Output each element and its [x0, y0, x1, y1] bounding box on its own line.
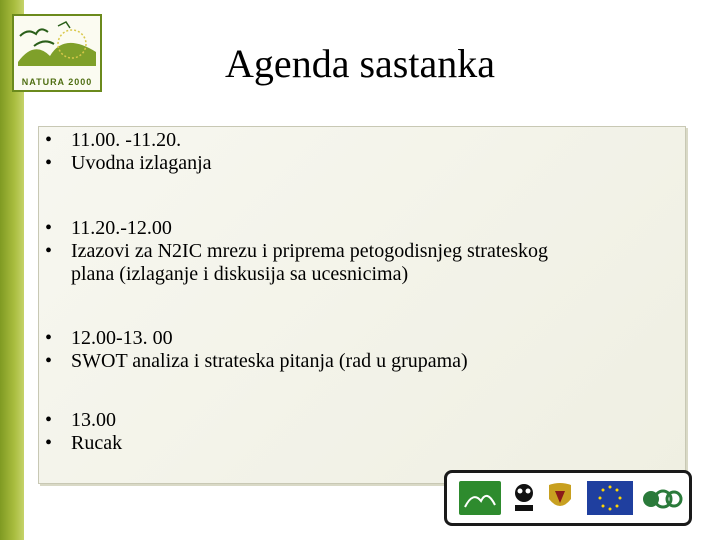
agenda-description: • Izazovi za N2IC mrezu i priprema petogodisnjeg strateskog [45, 240, 549, 262]
agenda-time: • 11.20.-12.00 [45, 217, 172, 239]
bullet: • [45, 327, 53, 349]
logo-text: NATURA 2000 [21, 77, 93, 87]
natura-2000-logo [12, 14, 102, 92]
agenda-description: • SWOT analiza i strateska pitanja (rad u grupama) [45, 350, 468, 372]
agenda-item-3 [39, 327, 685, 373]
agenda-description-continued: plana (izlaganje i diskusija sa ucesnicima) [71, 263, 409, 285]
wwf-logo [509, 481, 539, 515]
bullet: • [45, 152, 53, 174]
agenda-panel [38, 126, 686, 484]
eu-flag-logo [587, 481, 633, 515]
agenda-time: • 13.00 [45, 409, 116, 431]
slide-title: Agenda sastanka [225, 41, 495, 86]
natura-logo-graphic [14, 16, 100, 76]
bullet: • [45, 432, 53, 454]
bullet: • [45, 409, 53, 431]
agenda-item-4 [39, 409, 685, 455]
partner-logo [641, 481, 683, 515]
bullet: • [45, 217, 53, 239]
green-organization-logo [459, 481, 501, 515]
agenda-item-2 [39, 217, 685, 286]
agenda-description: • Rucak [45, 432, 123, 454]
agenda-time: • 11.00. -11.20. [45, 129, 182, 151]
partner-logos-bar [444, 470, 692, 526]
bullet: • [45, 129, 53, 151]
agenda-item-1 [39, 129, 685, 175]
bullet: • [45, 350, 53, 372]
agenda-time: • 12.00-13. 00 [45, 327, 173, 349]
bullet: • [45, 240, 53, 262]
agenda-description: • Uvodna izlaganja [45, 152, 212, 174]
coat-of-arms-logo [545, 481, 575, 515]
